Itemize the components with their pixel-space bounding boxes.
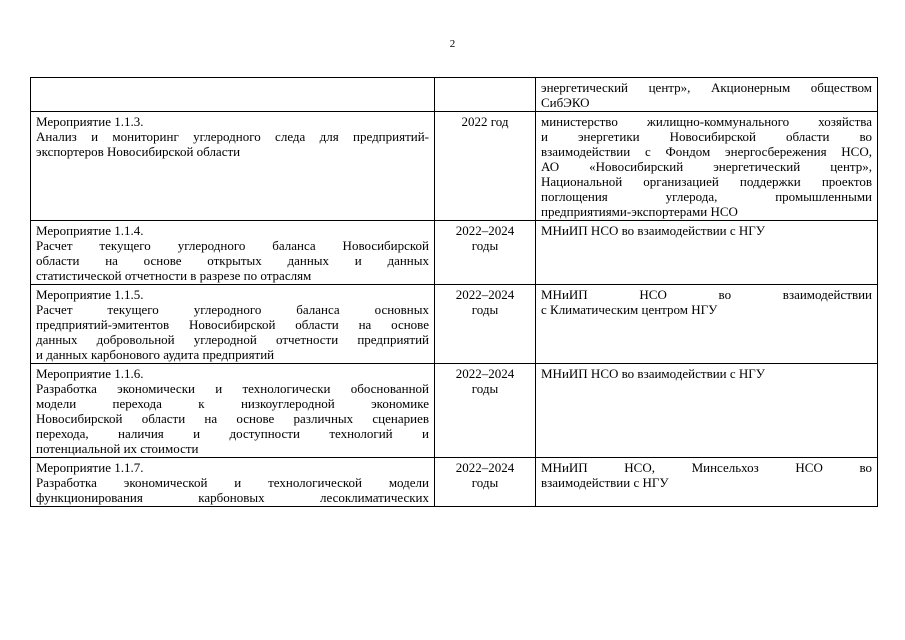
period-cell [435, 112, 536, 221]
event-line: Мероприятие 1.1.6. [36, 366, 144, 381]
executor-line: Национальной организацией поддержки проектов [541, 174, 872, 189]
period-line: годы [471, 302, 499, 317]
period-line: годы [471, 475, 499, 490]
event-cell [31, 112, 435, 221]
event-line: и данных карбонового аудита предприятий [36, 347, 275, 362]
event-line: статистической отчетности в разрезе по отраслям [36, 268, 312, 283]
executor-line: министерство жилищно-коммунального хозяйства [541, 114, 872, 129]
executor-cell [536, 78, 878, 112]
executor-cell [536, 458, 878, 507]
event-line: Расчет текущего углеродного баланса Новосибирской [36, 238, 429, 253]
event-line: Мероприятие 1.1.7. [36, 460, 144, 475]
period-cell [435, 285, 536, 364]
event-line: Новосибирской области на основе различных сценариев [36, 411, 429, 426]
event-line: потенциальной их стоимости [36, 441, 199, 456]
period-line: 2022–2024 [455, 223, 515, 238]
executor-cell [536, 285, 878, 364]
event-cell [31, 78, 435, 112]
event-line: Разработка экономически и технологически обоснованной [36, 381, 429, 396]
table-row [31, 221, 878, 285]
executor-line: и энергетики Новосибирской области во [541, 129, 872, 144]
period-cell [435, 458, 536, 507]
table-row [31, 458, 878, 507]
event-cell [31, 364, 435, 458]
period-line: 2022–2024 [455, 460, 515, 475]
executor-line: СибЭКО [541, 95, 590, 110]
activities-table [30, 77, 878, 507]
event-line: Мероприятие 1.1.5. [36, 287, 144, 302]
page-number: 2 [449, 38, 456, 50]
executor-line: поглощения углерода, промышленными [541, 189, 872, 204]
executor-line: взаимодействии с НГУ [541, 475, 669, 490]
event-line: Анализ и мониторинг углеродного следа для предприятий- [36, 129, 429, 144]
period-line: 2022–2024 [455, 366, 515, 381]
period-line: 2022 год [461, 114, 509, 129]
executor-line: предприятиями-экспортерами НСО [541, 204, 738, 219]
executor-line: АО «Новосибирский энергетический центр», [541, 159, 872, 174]
table-row [31, 78, 878, 112]
event-cell [31, 285, 435, 364]
executor-line: МНиИП НСО во взаимодействии с НГУ [541, 223, 766, 238]
activities-table-body [31, 78, 878, 507]
event-line: модели перехода к низкоуглеродной экономике [36, 396, 429, 411]
event-cell [31, 458, 435, 507]
executor-cell [536, 221, 878, 285]
table-row [31, 364, 878, 458]
event-line: Мероприятие 1.1.3. [36, 114, 144, 129]
event-cell [31, 221, 435, 285]
executor-line: МНиИП НСО во взаимодействии [541, 287, 872, 302]
event-line: Мероприятие 1.1.4. [36, 223, 144, 238]
executor-line: взаимодействии с Фондом энергосбережения НСО, [541, 144, 872, 159]
executor-cell [536, 112, 878, 221]
event-line: данных добровольной углеродной отчетности предприятий [36, 332, 429, 347]
executor-line: с Климатическим центром НГУ [541, 302, 718, 317]
event-line: Расчет текущего углеродного баланса основных [36, 302, 429, 317]
period-line: годы [471, 238, 499, 253]
period-line: 2022–2024 [455, 287, 515, 302]
period-cell [435, 364, 536, 458]
event-line: Разработка экономической и технологической модели [36, 475, 429, 490]
period-cell [435, 221, 536, 285]
executor-line: энергетический центр», Акционерным обществом [541, 80, 872, 95]
table-row [31, 285, 878, 364]
table-row [31, 112, 878, 221]
executor-cell [536, 364, 878, 458]
event-line: предприятий-эмитентов Новосибирской области на основе [36, 317, 429, 332]
period-line: годы [471, 381, 499, 396]
executor-line: МНиИП НСО во взаимодействии с НГУ [541, 366, 766, 381]
event-line: функционирования карбоновых лесоклиматических [36, 490, 429, 505]
executor-line: МНиИП НСО, Минсельхоз НСО во [541, 460, 872, 475]
event-line: перехода, наличия и доступности технологий и [36, 426, 429, 441]
event-line: экспортеров Новосибирской области [36, 144, 241, 159]
period-cell [435, 78, 536, 112]
event-line: области на основе открытых данных и данных [36, 253, 429, 268]
